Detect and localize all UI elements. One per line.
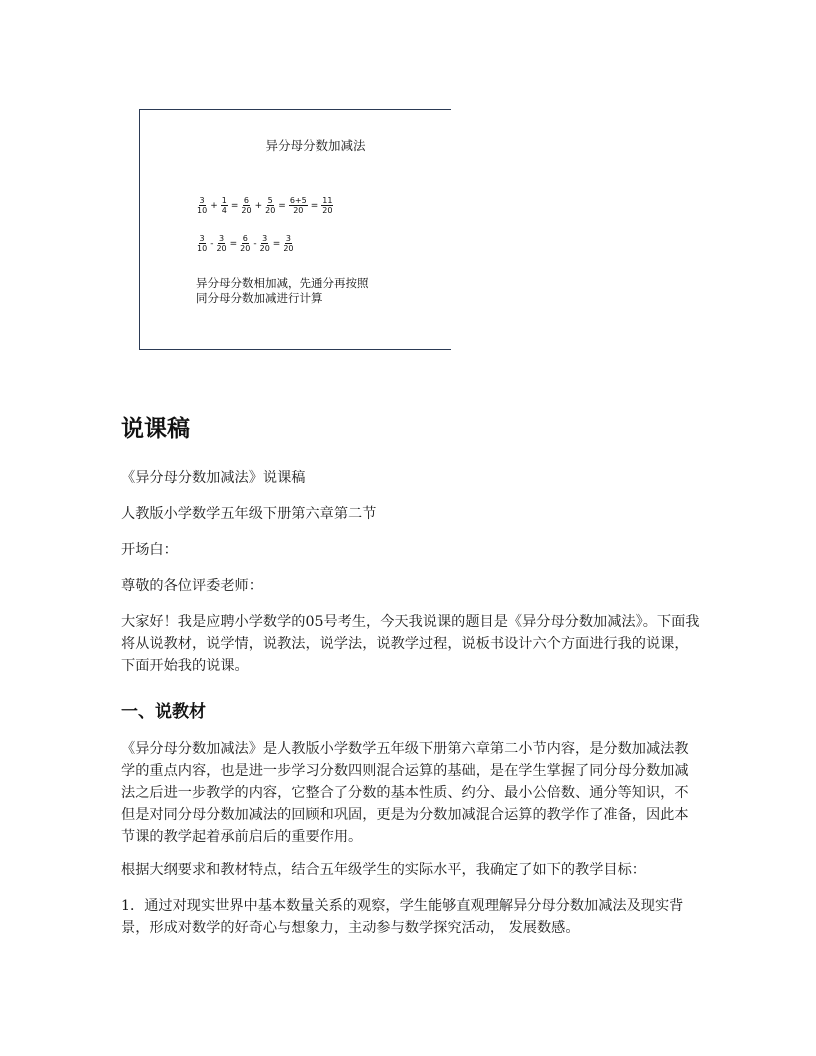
fraction: $\frac{6+5}{20}$ — [289, 196, 307, 215]
rule-line: 同分母分数加减进行计算 — [196, 291, 323, 305]
fraction: $\frac{5}{20}$ — [265, 196, 276, 215]
lesson-subtitle: 《异分母分数加减法》说课稿 — [121, 470, 306, 486]
operator: = — [278, 200, 286, 211]
rule-line: 异分母分数相加减，先通分再按照 — [196, 276, 369, 290]
intro-paragraph: 大家好！我是应聘小学数学的05号考生，今天我说课的题目是《异分母分数加减法》。下面我将从说教材，说学情，说教法，说学法，说教学过程，说板书设计六个方面进行我的说课，下面开始我的说课。 — [121, 614, 700, 674]
document-title: 说课稿 — [121, 416, 190, 442]
equation-addition — [196, 196, 334, 215]
fraction: $\frac{3}{20}$ — [259, 234, 270, 253]
opening-label: 开场白： — [121, 542, 178, 558]
operator: - — [210, 238, 214, 249]
operator: + — [254, 200, 263, 211]
rule-text — [196, 276, 369, 306]
operator: - — [253, 238, 257, 249]
section-heading: 一、说教材 — [121, 702, 206, 722]
operator: + — [210, 200, 218, 211]
fraction: $\frac{3}{10}$ — [197, 234, 208, 253]
equation-subtraction — [196, 234, 295, 253]
fraction: $\frac{1}{4}$ — [221, 196, 227, 215]
fraction: $\frac{3}{10}$ — [197, 196, 208, 215]
fraction: $\frac{3}{20}$ — [283, 234, 294, 253]
fraction: $\frac{6}{20}$ — [240, 234, 251, 253]
operator: = — [272, 238, 281, 249]
textbook-edition: 人教版小学数学五年级下册第六章第二节 — [121, 506, 377, 522]
fraction: $\frac{3}{20}$ — [216, 234, 227, 253]
fraction: $\frac{11}{20}$ — [322, 196, 333, 215]
board-title: 异分母分数加减法 — [265, 138, 366, 153]
operator: = — [310, 200, 319, 211]
goal-item: 1．通过对现实世界中基本数量关系的观察，学生能够直观理解异分母分数加减法及现实背景，形成对数学的好奇心与想象力，主动参与数学探究活动， 发展数感。 — [121, 898, 684, 936]
greeting: 尊敬的各位评委老师： — [121, 578, 263, 594]
section-paragraph: 《异分母分数加减法》是人教版小学数学五年级下册第六章第二小节内容，是分数加减法教学的重点内容，也是进一步学习分数四则混合运算的基础，是在学生掌握了同分母分数加减法之后进一步教学的内容，它整合了分数的基本性质、约分、最小公倍数、通分等知识，不但是对同分母分数加减法的回顾和巩固，更是为分数加减混合运算的教学作了准备，因此本节课的教学起着承前启后的重要作用。 — [121, 741, 689, 845]
goals-intro: 根据大纲要求和教材特点，结合五年级学生的实际水平，我确定了如下的教学目标： — [121, 862, 646, 878]
fraction: $\frac{6}{20}$ — [241, 196, 252, 215]
operator: = — [229, 238, 238, 249]
blackboard-image — [139, 109, 451, 350]
operator: = — [230, 200, 239, 211]
